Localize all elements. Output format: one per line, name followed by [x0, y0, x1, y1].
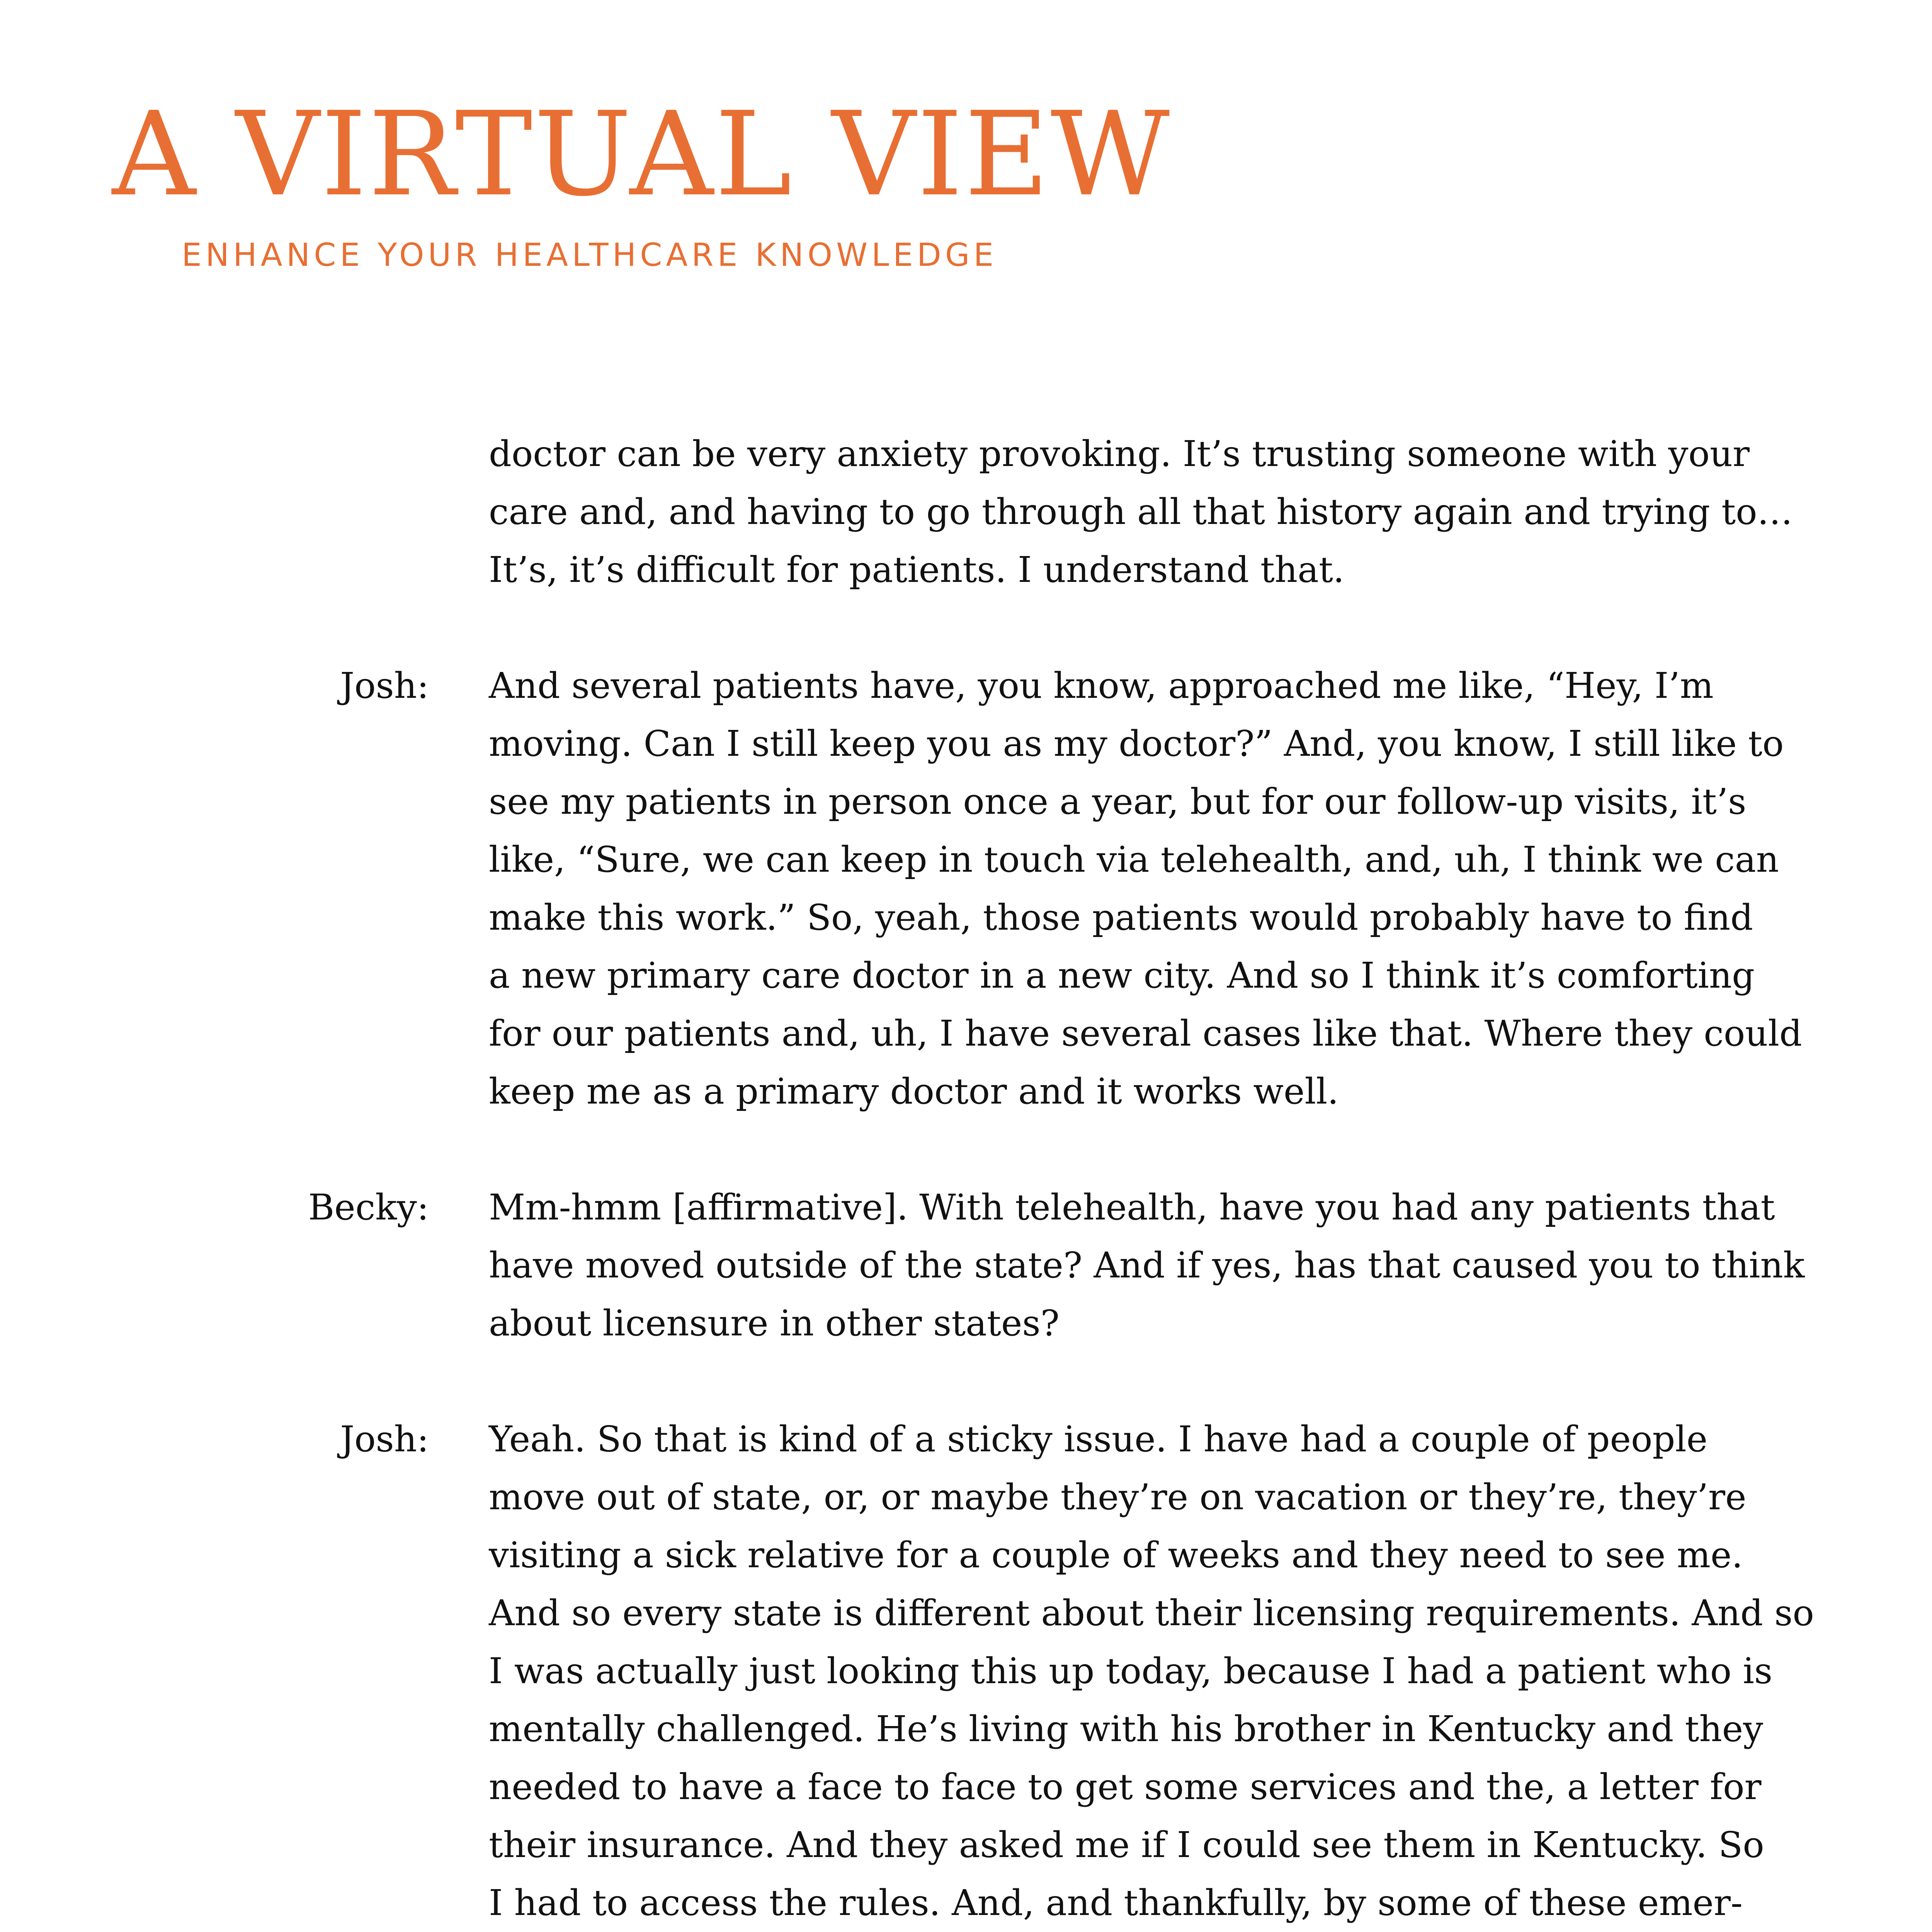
speech-line: have moved outside of the state? And if yes, has that caused you to think — [489, 1245, 1805, 1286]
speech-text — [489, 1179, 1810, 1352]
speech-line: make this work.” So, yeah, those patients would probably have to find — [489, 897, 1753, 938]
speech-line: And several patients have, you know, approached me like, “Hey, I’m — [489, 665, 1714, 706]
page-title: A VIRTUAL VIEW — [112, 87, 1172, 222]
transcript-entry — [0, 1179, 1932, 1352]
speech-line: a new primary care doctor in a new city. And so I think it’s comforting — [489, 955, 1755, 996]
speech-line: I was actually just looking this up today, because I had a patient who is — [489, 1650, 1773, 1692]
speech-line: Mm-hmm [affirmative]. With telehealth, have you had any patients that — [489, 1187, 1775, 1228]
transcript — [0, 425, 1932, 1932]
transcript-entry — [0, 425, 1932, 599]
speech-line: And so every state is different about their licensing requirements. And so — [489, 1592, 1814, 1634]
speaker-label: Becky: — [308, 1187, 429, 1228]
transcript-entry — [0, 657, 1932, 1121]
speaker-label: Josh: — [340, 1418, 429, 1460]
speech-line: doctor can be very anxiety provoking. It’s trusting someone with your — [489, 433, 1750, 474]
speech-line: their insurance. And they asked me if I could see them in Kentucky. So — [489, 1824, 1764, 1866]
speaker-label: Josh: — [340, 665, 429, 706]
speech-line: mentally challenged. He’s living with his brother in Kentucky and they — [489, 1708, 1764, 1750]
speech-text — [489, 1410, 1814, 1932]
page-subtitle: ENHANCE YOUR HEALTHCARE KNOWLEDGE — [182, 237, 998, 274]
speech-line: care and, and having to go through all that history again and trying to… — [489, 491, 1793, 532]
speech-text — [489, 425, 1810, 599]
transcript-entry — [0, 1410, 1932, 1932]
speech-line: like, “Sure, we can keep in touch via telehealth, and, uh, I think we can — [489, 839, 1779, 880]
speech-line: It’s, it’s difficult for patients. I understand that. — [489, 549, 1345, 590]
speech-text — [489, 657, 1810, 1121]
speech-line: move out of state, or, or maybe they’re on vacation or they’re, they’re — [489, 1476, 1747, 1518]
speech-line: see my patients in person once a year, but for our follow-up visits, it’s — [489, 781, 1747, 822]
speech-line: I had to access the rules. And, and thankfully, by some of these emer- — [489, 1882, 1743, 1923]
speech-line: moving. Can I still keep you as my doctor?” And, you know, I still like to — [489, 723, 1784, 764]
speech-line: about licensure in other states? — [489, 1303, 1060, 1344]
speech-line: visiting a sick relative for a couple of weeks and they need to see me. — [489, 1534, 1743, 1576]
speech-line: needed to have a face to face to get some services and the, a letter for — [489, 1766, 1762, 1808]
speech-line: Yeah. So that is kind of a sticky issue. I have had a couple of people — [489, 1418, 1708, 1460]
speech-line: for our patients and, uh, I have several cases like that. Where they could — [489, 1013, 1802, 1054]
speech-line: keep me as a primary doctor and it works well. — [489, 1071, 1339, 1112]
